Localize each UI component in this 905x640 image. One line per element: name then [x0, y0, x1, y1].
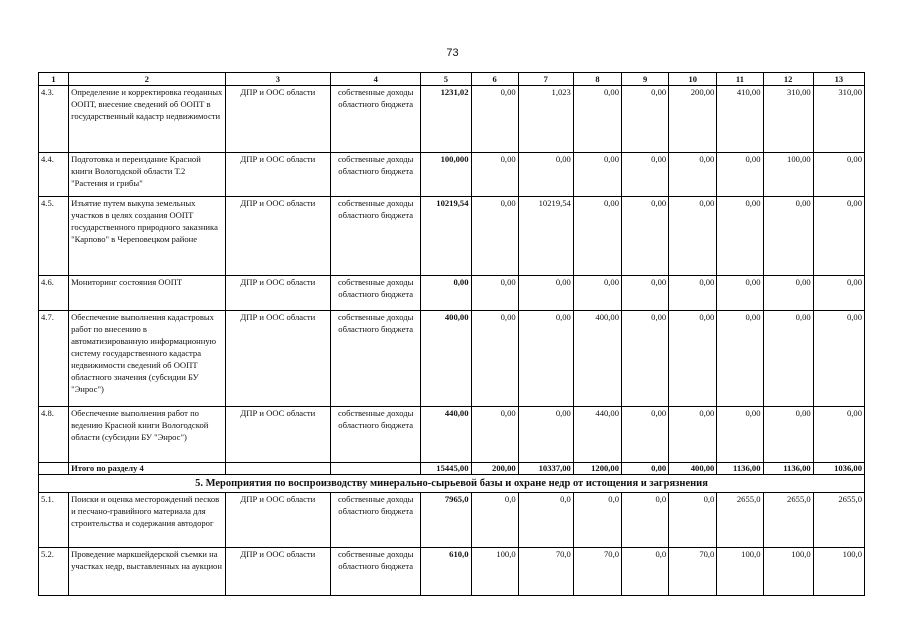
total-value: 1136,00: [717, 463, 763, 475]
total-value: 400,00: [669, 463, 717, 475]
value-cell: 0,00: [717, 407, 763, 463]
value-cell: 0,00: [518, 407, 573, 463]
value-cell: 0,0: [669, 493, 717, 548]
value-cell: 0,00: [763, 276, 813, 311]
value-cell: 100,000: [421, 153, 471, 197]
value-cell: 410,00: [717, 86, 763, 153]
value-cell: 310,00: [763, 86, 813, 153]
activity-name: Подготовка и переиздание Красной книги Вологодской области Т.2 "Растения и грибы": [69, 153, 226, 197]
row-number: 4.7.: [39, 311, 69, 407]
activity-name: Определение и корректировка геоданных ООПТ, внесение сведений об ООПТ в государственный кадастр недвижимости: [69, 86, 226, 153]
value-cell: 0,0: [622, 493, 669, 548]
page-number: 73: [446, 47, 459, 59]
value-cell: 0,00: [573, 197, 621, 276]
value-cell: 0,00: [669, 153, 717, 197]
value-cell: 10219,54: [421, 197, 471, 276]
value-cell: 0,00: [518, 153, 573, 197]
value-cell: 70,0: [518, 548, 573, 596]
activity-name: Мониторинг состояния ООПТ: [69, 276, 226, 311]
total-label: Итого по разделу 4: [69, 463, 226, 475]
table-row: [39, 548, 865, 596]
funding-source: собственные доходы областного бюджета: [331, 86, 421, 153]
value-cell: 0,00: [763, 311, 813, 407]
value-cell: 100,0: [471, 548, 518, 596]
funding-source: собственные доходы областного бюджета: [331, 153, 421, 197]
value-cell: 440,00: [421, 407, 471, 463]
activity-name: Обеспечение выполнения работ по ведению Красной книги Вологодской области (субсидии БУ "Энрос"): [69, 407, 226, 463]
row-number: 5.1.: [39, 493, 69, 548]
executor: ДПР и ООС области: [225, 276, 330, 311]
column-header: 8: [573, 73, 621, 86]
value-cell: 1,023: [518, 86, 573, 153]
row-number: 4.5.: [39, 197, 69, 276]
value-cell: 0,00: [421, 276, 471, 311]
empty-cell: [39, 463, 69, 475]
section-heading-row: [39, 475, 865, 493]
executor: ДПР и ООС области: [225, 86, 330, 153]
value-cell: 100,0: [717, 548, 763, 596]
value-cell: 0,00: [622, 197, 669, 276]
executor: ДПР и ООС области: [225, 311, 330, 407]
column-header: 12: [763, 73, 813, 86]
value-cell: 400,00: [421, 311, 471, 407]
value-cell: 0,00: [717, 153, 763, 197]
total-value: 1200,00: [573, 463, 621, 475]
value-cell: 310,00: [813, 86, 864, 153]
row-number: 5.2.: [39, 548, 69, 596]
activity-name: Обеспечение выполнения кадастровых работ по внесению в автоматизированную информационную систему государственного кадастра недвижимости сведений об ООПТ областного значения (субсидии БУ "Энрос"): [69, 311, 226, 407]
column-header: 11: [717, 73, 763, 86]
value-cell: 0,00: [471, 407, 518, 463]
column-header: 9: [622, 73, 669, 86]
value-cell: 1231,02: [421, 86, 471, 153]
value-cell: 0,00: [813, 276, 864, 311]
value-cell: 0,00: [717, 197, 763, 276]
total-value: 0,00: [622, 463, 669, 475]
value-cell: 0,0: [471, 493, 518, 548]
value-cell: 0,00: [813, 153, 864, 197]
activity-name: Изъятие путем выкупа земельных участков в целях создания ООПТ государственного природного заказника "Карпово" в Череповецком районе: [69, 197, 226, 276]
value-cell: 0,0: [573, 493, 621, 548]
executor: ДПР и ООС области: [225, 153, 330, 197]
value-cell: 0,00: [471, 276, 518, 311]
activity-name: Проведение маркшейдерской съемки на участках недр, выставленных на аукцион: [69, 548, 226, 596]
table-row: [39, 197, 865, 276]
value-cell: 0,00: [622, 407, 669, 463]
value-cell: 0,00: [763, 407, 813, 463]
executor: ДПР и ООС области: [225, 548, 330, 596]
funding-source: собственные доходы областного бюджета: [331, 197, 421, 276]
executor: ДПР и ООС области: [225, 407, 330, 463]
table-row: [39, 276, 865, 311]
table-row: [39, 407, 865, 463]
row-number: 4.6.: [39, 276, 69, 311]
value-cell: 0,00: [518, 311, 573, 407]
value-cell: 0,00: [471, 311, 518, 407]
value-cell: 7965,0: [421, 493, 471, 548]
column-header: 3: [225, 73, 330, 86]
value-cell: 100,0: [813, 548, 864, 596]
row-number: 4.3.: [39, 86, 69, 153]
value-cell: 0,00: [471, 86, 518, 153]
value-cell: 610,0: [421, 548, 471, 596]
value-cell: 10219,54: [518, 197, 573, 276]
value-cell: 100,0: [763, 548, 813, 596]
column-header: 6: [471, 73, 518, 86]
table-row: [39, 311, 865, 407]
value-cell: 0,00: [669, 407, 717, 463]
value-cell: 0,00: [471, 197, 518, 276]
activity-name: Поиски и оценка месторождений песков и песчано-гравийного материала для строительства и содержания автодорог: [69, 493, 226, 548]
value-cell: 2655,0: [763, 493, 813, 548]
value-cell: 0,00: [622, 153, 669, 197]
column-header: 2: [69, 73, 226, 86]
total-value: 10337,00: [518, 463, 573, 475]
value-cell: 0,00: [622, 86, 669, 153]
column-header: 5: [421, 73, 471, 86]
value-cell: 2655,0: [717, 493, 763, 548]
value-cell: 0,00: [573, 86, 621, 153]
total-value: 1036,00: [813, 463, 864, 475]
header-row: [39, 73, 865, 86]
empty-cell: [225, 463, 330, 475]
total-value: 1136,00: [763, 463, 813, 475]
value-cell: 0,00: [763, 197, 813, 276]
value-cell: 0,00: [813, 197, 864, 276]
value-cell: 0,00: [669, 197, 717, 276]
column-header: 10: [669, 73, 717, 86]
value-cell: 100,00: [763, 153, 813, 197]
value-cell: 2655,0: [813, 493, 864, 548]
section-title: 5. Мероприятия по воспроизводству минерально-сырьевой базы и охране недр от истощения и загрязнения: [39, 475, 865, 493]
value-cell: 0,00: [471, 153, 518, 197]
budget-table: [38, 72, 865, 596]
executor: ДПР и ООС области: [225, 197, 330, 276]
funding-source: собственные доходы областного бюджета: [331, 311, 421, 407]
value-cell: 0,00: [813, 407, 864, 463]
value-cell: 0,00: [573, 276, 621, 311]
empty-cell: [331, 463, 421, 475]
executor: ДПР и ООС области: [225, 493, 330, 548]
funding-source: собственные доходы областного бюджета: [331, 407, 421, 463]
section-total-row: [39, 463, 865, 475]
value-cell: 70,0: [573, 548, 621, 596]
table-row: [39, 493, 865, 548]
value-cell: 0,00: [813, 311, 864, 407]
value-cell: 0,0: [518, 493, 573, 548]
funding-source: собственные доходы областного бюджета: [331, 548, 421, 596]
column-header: 4: [331, 73, 421, 86]
total-value: 15445,00: [421, 463, 471, 475]
funding-source: собственные доходы областного бюджета: [331, 493, 421, 548]
table-row: [39, 153, 865, 197]
value-cell: 0,00: [573, 153, 621, 197]
value-cell: 0,00: [518, 276, 573, 311]
row-number: 4.8.: [39, 407, 69, 463]
value-cell: 440,00: [573, 407, 621, 463]
column-header: 1: [39, 73, 69, 86]
value-cell: 200,00: [669, 86, 717, 153]
total-value: 200,00: [471, 463, 518, 475]
value-cell: 0,00: [622, 276, 669, 311]
table-row: [39, 86, 865, 153]
funding-source: собственные доходы областного бюджета: [331, 276, 421, 311]
value-cell: 0,00: [669, 276, 717, 311]
row-number: 4.4.: [39, 153, 69, 197]
value-cell: 0,00: [717, 276, 763, 311]
value-cell: 0,00: [669, 311, 717, 407]
value-cell: 0,00: [717, 311, 763, 407]
value-cell: 70,0: [669, 548, 717, 596]
value-cell: 0,00: [622, 311, 669, 407]
value-cell: 0,0: [622, 548, 669, 596]
value-cell: 400,00: [573, 311, 621, 407]
column-header: 7: [518, 73, 573, 86]
column-header: 13: [813, 73, 864, 86]
